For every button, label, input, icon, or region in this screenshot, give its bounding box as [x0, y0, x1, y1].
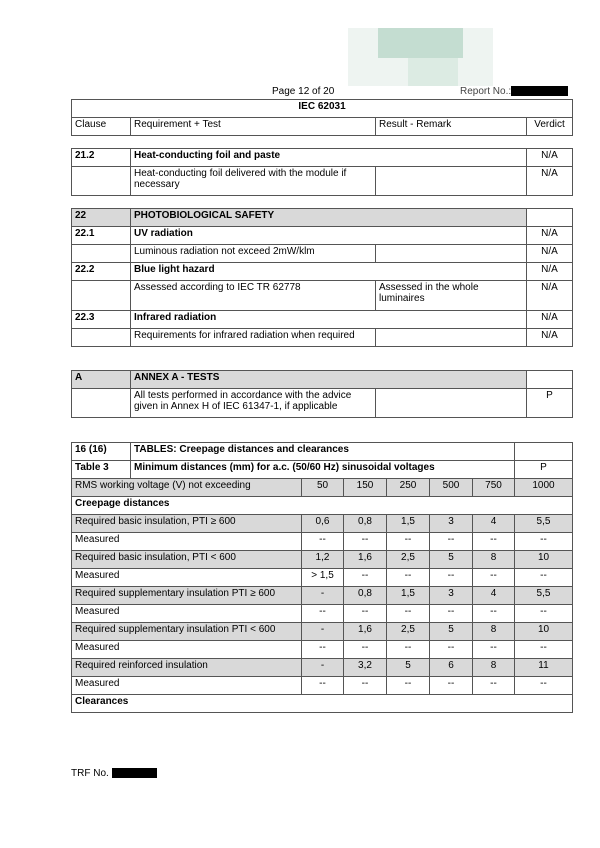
value-cell: 2,5 [387, 551, 430, 569]
value-cell: -- [473, 641, 515, 659]
value-cell: -- [302, 641, 344, 659]
value-cell: -- [430, 569, 473, 587]
clause-cell: 22 [72, 209, 131, 227]
verdict-cell: P [527, 389, 573, 418]
section-title: ANNEX A - TESTS [131, 371, 527, 389]
clause-cell: 21.2 [72, 149, 131, 167]
result-cell [376, 167, 527, 196]
value-cell: 0,8 [344, 587, 387, 605]
value-cell: 1,6 [344, 551, 387, 569]
value-cell: -- [302, 533, 344, 551]
table-row [72, 677, 573, 695]
voltage-cell: 50 [302, 479, 344, 497]
verdict-cell: N/A [527, 281, 573, 311]
table-row [72, 623, 573, 641]
table-row [72, 641, 573, 659]
col-result: Result - Remark [376, 118, 527, 136]
value-cell: -- [430, 641, 473, 659]
table-row [72, 659, 573, 677]
value-cell: 0,8 [344, 515, 387, 533]
requirement-cell: Requirements for infrared radiation when required [131, 329, 376, 347]
value-cell: -- [344, 677, 387, 695]
standard-header-table [71, 99, 573, 136]
table-number: Table 3 [72, 461, 131, 479]
clause-cell [72, 281, 131, 311]
value-cell: -- [387, 641, 430, 659]
row-label: Measured [72, 533, 302, 551]
value-cell: -- [387, 677, 430, 695]
creepage-heading: Creepage distances [72, 497, 573, 515]
annex-a-table [71, 370, 573, 418]
table-row [72, 605, 573, 623]
value-cell: 1,2 [302, 551, 344, 569]
section-22-table [71, 208, 573, 347]
value-cell: 5 [430, 551, 473, 569]
result-cell [376, 245, 527, 263]
value-cell: -- [344, 569, 387, 587]
section-title: PHOTOBIOLOGICAL SAFETY [131, 209, 527, 227]
row-label: Measured [72, 605, 302, 623]
table-row [72, 551, 573, 569]
value-cell: -- [473, 569, 515, 587]
verdict-cell: N/A [527, 167, 573, 196]
redaction-box [511, 86, 568, 96]
clause-cell: 16 (16) [72, 443, 131, 461]
value-cell: - [302, 623, 344, 641]
value-cell: 1,6 [344, 623, 387, 641]
table-row [72, 533, 573, 551]
value-cell: 11 [515, 659, 573, 677]
value-cell: -- [430, 677, 473, 695]
page-number: Page 12 of 20 [272, 86, 335, 97]
requirement-cell: Heat-conducting foil delivered with the module if necessary [131, 167, 376, 196]
verdict-cell: N/A [527, 245, 573, 263]
clause-cell [72, 167, 131, 196]
row-label: Measured [72, 677, 302, 695]
table-subtitle: Minimum distances (mm) for a.c. (50/60 Hz) sinusoidal voltages [131, 461, 515, 479]
value-cell: 3 [430, 515, 473, 533]
row-label: Measured [72, 641, 302, 659]
requirement-cell: UV radiation [131, 227, 527, 245]
creepage-table [71, 442, 573, 713]
value-cell: -- [473, 605, 515, 623]
page-header [0, 86, 600, 98]
clause-cell [72, 245, 131, 263]
value-cell: -- [515, 641, 573, 659]
value-cell: - [302, 659, 344, 677]
value-cell: -- [387, 533, 430, 551]
value-cell: -- [387, 605, 430, 623]
row-label: Required reinforced insulation [72, 659, 302, 677]
value-cell: 10 [515, 623, 573, 641]
value-cell: 5 [387, 659, 430, 677]
row-label: Measured [72, 569, 302, 587]
value-cell: -- [430, 605, 473, 623]
verdict-cell [515, 443, 573, 461]
result-cell: Assessed in the whole luminaires [376, 281, 527, 311]
table-row [72, 587, 573, 605]
clause-cell: 22.2 [72, 263, 131, 281]
requirement-cell: Infrared radiation [131, 311, 527, 329]
value-cell: -- [344, 533, 387, 551]
value-cell: -- [515, 605, 573, 623]
clause-cell [72, 329, 131, 347]
value-cell: - [302, 587, 344, 605]
value-cell: 8 [473, 659, 515, 677]
value-cell: 8 [473, 623, 515, 641]
requirement-cell: Assessed according to IEC TR 62778 [131, 281, 376, 311]
value-cell: 0,6 [302, 515, 344, 533]
value-cell: 8 [473, 551, 515, 569]
table-row [72, 569, 573, 587]
table-title: TABLES: Creepage distances and clearances [131, 443, 515, 461]
clause-cell: 22.1 [72, 227, 131, 245]
value-cell: -- [302, 605, 344, 623]
result-cell [376, 389, 527, 418]
voltage-cell: 750 [473, 479, 515, 497]
col-clause: Clause [72, 118, 131, 136]
verdict-cell: N/A [527, 329, 573, 347]
requirement-cell: Blue light hazard [131, 263, 527, 281]
value-cell: -- [515, 569, 573, 587]
value-cell: 5 [430, 623, 473, 641]
value-cell: -- [344, 641, 387, 659]
value-cell: -- [473, 533, 515, 551]
voltage-cell: 150 [344, 479, 387, 497]
value-cell: 3 [430, 587, 473, 605]
row-label: Required supplementary insulation PTI < 600 [72, 623, 302, 641]
row-label: Required basic insulation, PTI < 600 [72, 551, 302, 569]
watermark-stamp [348, 28, 493, 86]
value-cell: 1,5 [387, 587, 430, 605]
value-cell: > 1,5 [302, 569, 344, 587]
footer-trf: TRF No. [71, 768, 157, 779]
verdict-cell: N/A [527, 311, 573, 329]
clearances-heading: Clearances [72, 695, 573, 713]
voltage-cell: 500 [430, 479, 473, 497]
clause-cell: 22.3 [72, 311, 131, 329]
verdict-cell: N/A [527, 263, 573, 281]
value-cell: -- [430, 533, 473, 551]
value-cell: -- [302, 677, 344, 695]
value-cell: -- [515, 677, 573, 695]
value-cell: 5,5 [515, 587, 573, 605]
result-cell [376, 329, 527, 347]
verdict-cell: N/A [527, 149, 573, 167]
value-cell: 2,5 [387, 623, 430, 641]
voltage-header: RMS working voltage (V) not exceeding [72, 479, 302, 497]
clause-cell [72, 389, 131, 418]
value-cell: 4 [473, 515, 515, 533]
requirement-cell: Heat-conducting foil and paste [131, 149, 527, 167]
value-cell: 4 [473, 587, 515, 605]
standard-title: IEC 62031 [72, 100, 573, 118]
value-cell: 6 [430, 659, 473, 677]
value-cell: -- [473, 677, 515, 695]
col-requirement: Requirement + Test [131, 118, 376, 136]
verdict-cell: P [515, 461, 573, 479]
value-cell: 5,5 [515, 515, 573, 533]
verdict-cell [527, 209, 573, 227]
clause-cell: A [72, 371, 131, 389]
row-label: Required supplementary insulation PTI ≥ 600 [72, 587, 302, 605]
requirement-cell: Luminous radiation not exceed 2mW/klm [131, 245, 376, 263]
voltage-cell: 1000 [515, 479, 573, 497]
verdict-cell [527, 371, 573, 389]
report-number: Report No.: [460, 86, 568, 97]
col-verdict: Verdict [527, 118, 573, 136]
verdict-cell: N/A [527, 227, 573, 245]
value-cell: -- [344, 605, 387, 623]
value-cell: -- [515, 533, 573, 551]
section-21-table [71, 148, 573, 196]
value-cell: 3,2 [344, 659, 387, 677]
value-cell: 10 [515, 551, 573, 569]
value-cell: -- [387, 569, 430, 587]
value-cell: 1,5 [387, 515, 430, 533]
requirement-cell: All tests performed in accordance with the advice given in Annex H of IEC 61347-1, if applicable [131, 389, 376, 418]
table-row [72, 515, 573, 533]
row-label: Required basic insulation, PTI ≥ 600 [72, 515, 302, 533]
redaction-box [112, 768, 157, 778]
voltage-cell: 250 [387, 479, 430, 497]
